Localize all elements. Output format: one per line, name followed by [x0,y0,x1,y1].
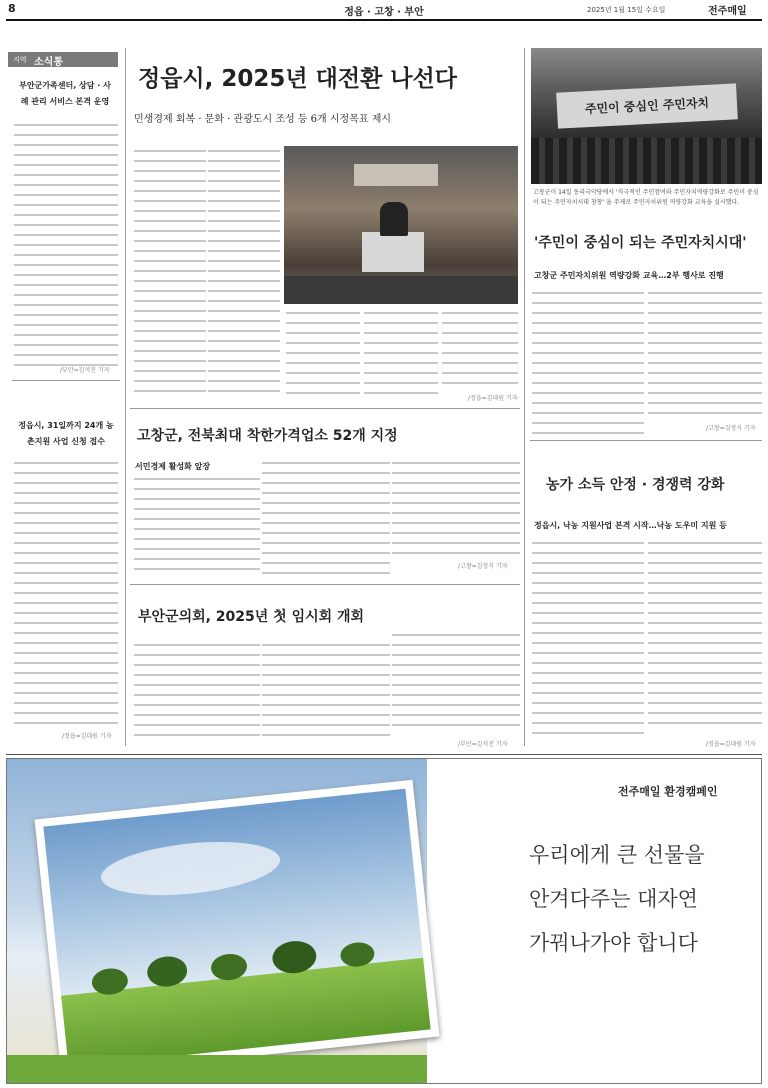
council-body-col2 [262,644,390,742]
lead-byline: /정읍=김대원 기자 [468,395,518,402]
brief-item2-byline: /정읍=김대원 기자 [62,733,112,740]
section-title: 정읍 · 고창 · 부안 [344,7,424,18]
farm-body-col1 [532,542,644,742]
ad-photo-card [35,780,440,1076]
issue-date: 2025년 1월 15일 수요일 [587,6,666,14]
lead-divider [130,408,520,409]
gochang-byline: /고창=김정식 기자 [706,425,756,432]
gochang-body-col1 [532,292,644,438]
farm-body-col2 [648,542,762,734]
front-desk [284,276,518,304]
ad-top-rule [6,754,762,755]
gochang-subhead: 고창군 주민자치위원 역량강화 교육…2부 행사로 진행 [534,271,724,280]
lead-subhead: 민생경제 회복 · 문화 · 관광도시 조성 등 6개 시정목표 제시 [134,114,392,125]
brief-item1-title: 부안군가족센터, 상담 · 사례 관리 서비스 본격 운영 [19,81,111,106]
lead-body-col2 [208,150,280,400]
banner-text: 주민이 중심인 주민자치 [584,95,710,117]
back-desk [354,164,438,186]
brief-divider [12,380,120,381]
gochang-photo [531,48,762,184]
farm-byline: /정읍=김대원 기자 [706,741,756,748]
council-body-col1 [134,644,260,742]
council-body-col3 [392,634,520,732]
ad-slogan-line2: 안겨다주는 대자연 [529,887,698,911]
brief-label [8,52,118,67]
gochang-headline: '주민이 중심이 되는 주민자치시대' [534,235,747,251]
farm-headline: 농가 소득 안정 · 경쟁력 강화 [546,477,725,493]
paper-name: 전주매일 [708,6,747,17]
shop-body-col1 [134,478,260,576]
council-byline: /부안=김석진 기자 [458,741,508,748]
ad-slogan-line1: 우리에게 큰 선물을 [529,843,705,867]
brief-label-big: 소식통 [34,57,63,68]
council-headline: 부안군의회, 2025년 첫 임시회 개회 [138,609,365,625]
farm-subhead: 정읍시, 낙농 지원사업 본격 시작…낙농 도우미 지원 등 [534,521,727,530]
speaker [380,202,408,236]
header-rule [6,19,762,21]
lead-body-col1 [134,150,206,400]
gochang-body-col2 [648,292,762,420]
lead-headline: 정읍시, 2025년 대전환 나선다 [138,66,457,92]
brief-label-small: 지역 [13,56,27,64]
shop-divider [130,584,520,585]
ad-brand: 전주매일 환경캠페인 [618,785,718,798]
ad-slogan-line3: 가꿔나가야 합니다 [529,931,698,955]
brief-item1-byline: /부안=김석진 기자 [60,367,110,374]
podium [362,232,424,272]
audience-row [531,138,762,184]
gochang-caption: 고창군이 14일 동리국악당에서 '직극적인 주민참여와 주민자치역량강화로 주민이 중심이 되는 주민자치시대 창창' 을 주제로 주민자치위원 역량강화 교육을 실시했다. [533,189,759,206]
center-column-border [524,48,525,746]
banner-board [556,83,738,128]
shop-headline: 고창군, 전북최대 착한가격업소 52개 지정 [137,428,398,444]
left-column-border [125,48,126,746]
ad-field-strip [7,1055,427,1084]
shop-body-col2 [262,462,390,576]
gochang-divider [530,440,762,441]
brief-item2-title: 정읍시, 31일까지 24개 농촌지원 사업 신청 접수 [18,421,114,446]
lead-photo [284,146,518,304]
brief-item1-body [14,124,118,370]
page-number: 8 [8,2,16,15]
shop-byline: /고창=김정식 기자 [458,563,508,570]
lead-body-col4 [364,312,438,402]
lead-body-col5 [442,312,518,392]
lead-body-col3 [286,312,360,402]
ad-panel [6,758,762,1084]
shop-subhead: 서민경제 활성화 앞장 [135,462,211,471]
brief-item2-body [14,462,118,732]
shop-body-col3 [392,462,520,558]
